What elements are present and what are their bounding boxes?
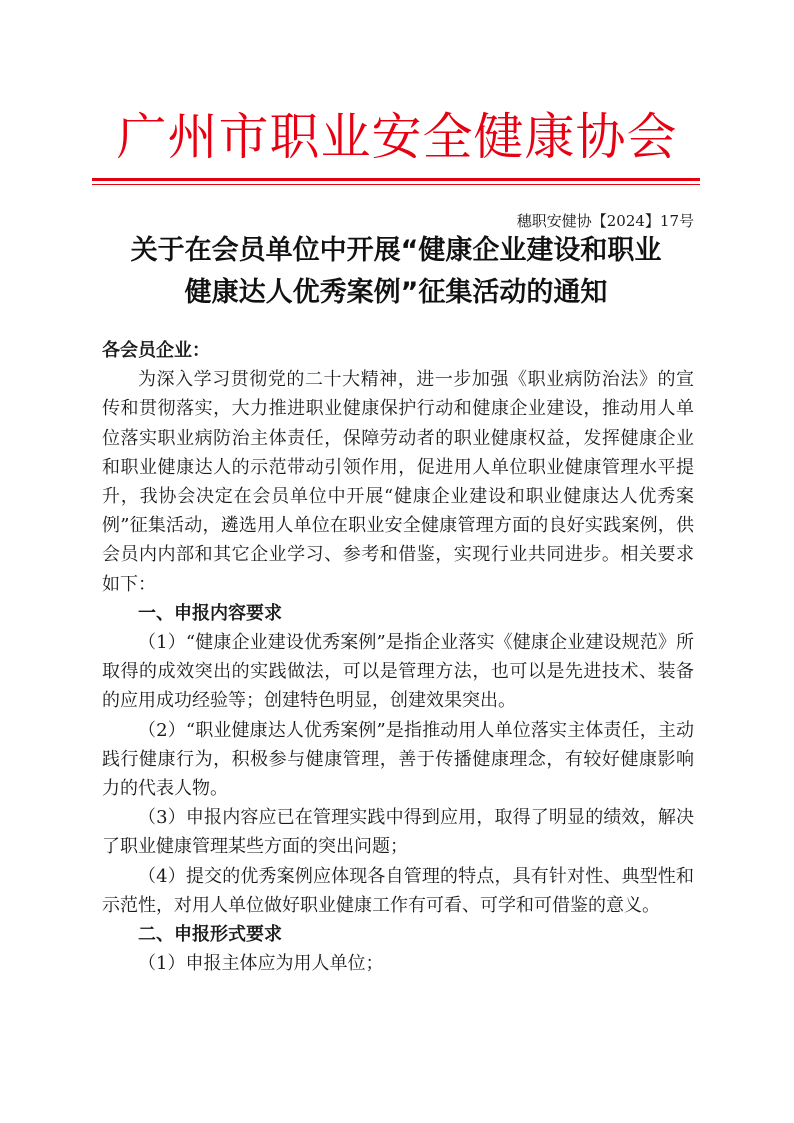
section-heading-content-requirements: 一、申报内容要求	[138, 602, 282, 624]
notice-title-line-1: 关于在会员单位中开展“健康企业建设和职业	[130, 235, 662, 266]
notice-title	[96, 230, 696, 314]
header-rule-thin	[92, 184, 700, 185]
salutation: 各会员企业：	[102, 340, 210, 361]
requirement-item-2: （2）“职业健康达人优秀案例”是指推动用人单位落实主体责任，主动践行健康行为，积极参与健康管理，善于传播健康理念，有较好健康影响力的代表人物。	[102, 719, 694, 800]
intro-paragraph: 为深入学习贯彻党的二十大精神，进一步加强《职业病防治法》的宣传和贯彻落实，大力推进职业健康保护行动和健康企业建设，推动用人单位落实职业病防治主体责任，保障劳动者的职业健康权益，发挥健康企业和职业健康达人的示范带动引领作用，促进用人单位职业健康管理水平提升，我协会决定在会员单位中开展“健康企业建设和职业健康达人优秀案例”征集活动，遴选用人单位在职业安全健康管理方面的良好实践案例，供会员内内部和其它企业学习、参考和借鉴，实现行业共同进步。相关要求如下：	[102, 369, 694, 595]
organization-name: 广州市职业安全健康协会	[116, 108, 678, 166]
section-heading-format-requirements: 二、申报形式要求	[138, 924, 282, 946]
format-item-1: （1）申报主体应为用人单位；	[138, 953, 384, 975]
notice-title-line-2: 健康达人优秀案例”征集活动的通知	[184, 277, 608, 308]
requirement-item-1: （1）“健康企业建设优秀案例”是指企业落实《健康企业建设规范》所取得的成效突出的实践做法，可以是管理方法，也可以是先进技术、装备的应用成功经验等；创建特色明显，创建效果突出。	[102, 632, 694, 712]
requirement-item-3: （3）申报内容应已在管理实践中得到应用，取得了明显的绩效，解决了职业健康管理某些方面的突出问题；	[102, 807, 694, 858]
document-number: 穗职安健协【2024】17号	[516, 212, 694, 230]
header-rule-thick	[92, 178, 700, 181]
notice-body	[102, 336, 694, 978]
requirement-item-4: （4）提交的优秀案例应体现各自管理的特点，具有针对性、典型性和示范性，对用人单位做好职业健康工作有可看、可学和可借鉴的意义。	[102, 865, 694, 916]
